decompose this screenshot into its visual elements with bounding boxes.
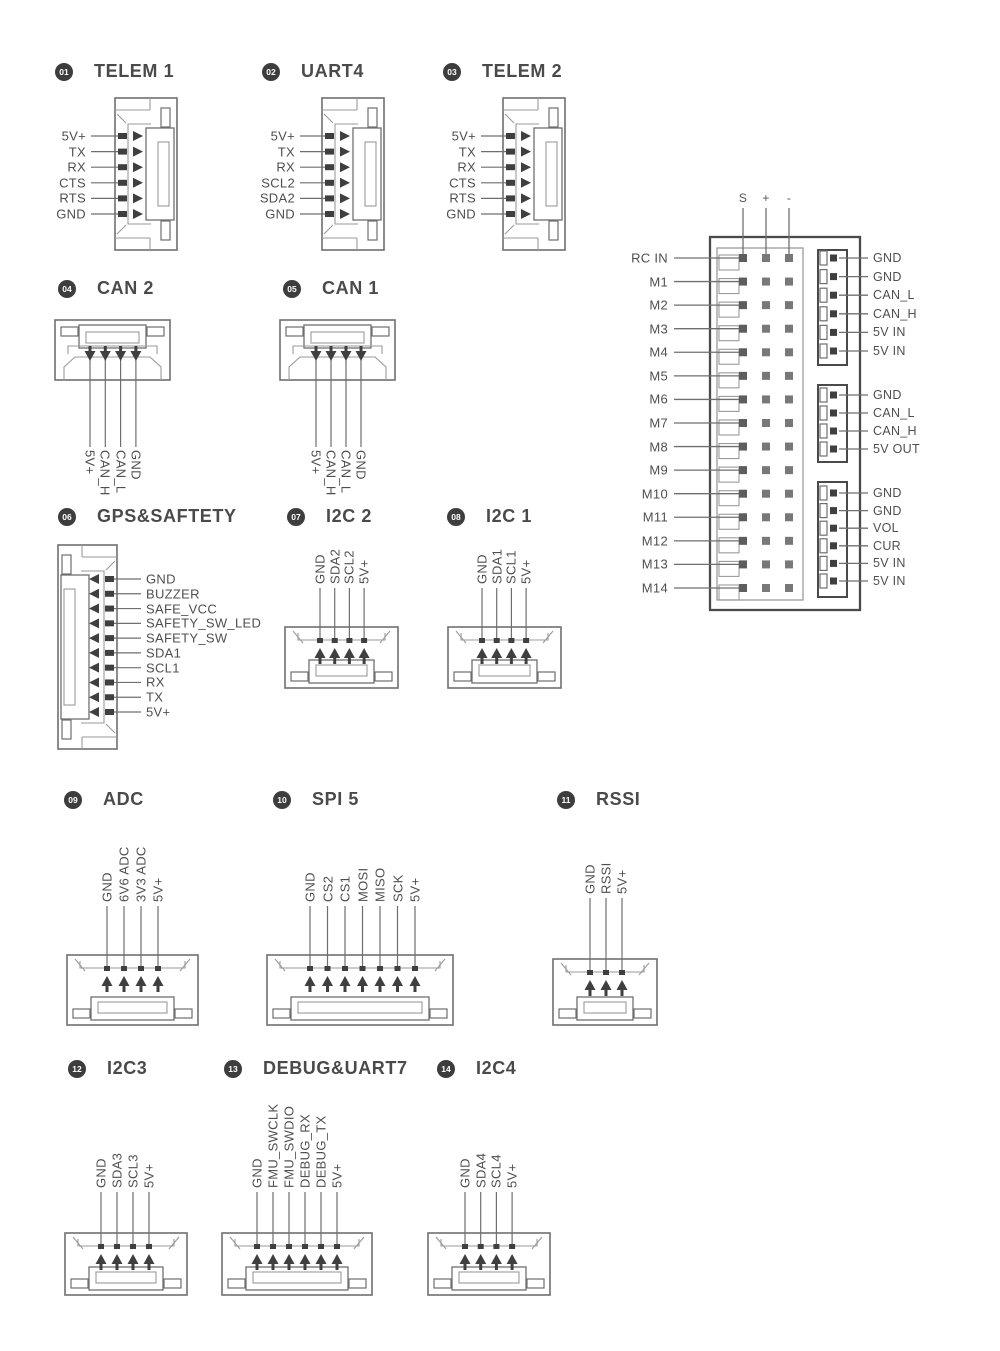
pin-label: 5V IN xyxy=(873,325,906,340)
pin-label: CTS xyxy=(59,175,86,191)
pin-label: GND xyxy=(873,503,902,518)
pin-label: 5V IN xyxy=(873,556,906,571)
pin-label: M4 xyxy=(649,344,668,360)
pin-label: RX xyxy=(457,159,476,175)
pin-label: BUZZER xyxy=(146,586,200,602)
connector-header-rssi xyxy=(557,789,640,810)
pin-label: GND xyxy=(873,387,902,402)
title-i2c2: I2C 2 xyxy=(326,506,373,526)
pin-label: MOSI xyxy=(355,867,370,902)
pin-label: SDA2 xyxy=(259,190,295,206)
pin-label: + xyxy=(762,191,770,205)
connector-header-i2c1 xyxy=(447,506,532,527)
pin-label: SDA4 xyxy=(473,1152,489,1188)
pin-label: 5V+ xyxy=(407,877,423,902)
pin-label: GND xyxy=(582,864,598,894)
pin-label: GND xyxy=(873,485,902,500)
pin-label: M9 xyxy=(649,462,668,478)
connector-header-uart4 xyxy=(262,61,364,82)
connector-header-debug xyxy=(224,1058,408,1079)
badge-11: 11 xyxy=(557,791,575,809)
pin-label: CUR xyxy=(873,538,901,553)
badge-09: 09 xyxy=(64,791,82,809)
pin-label: M7 xyxy=(649,415,668,431)
pin-label: GND xyxy=(457,1158,473,1188)
pin-label: 5V+ xyxy=(150,877,166,902)
pin-label: CAN_L xyxy=(873,287,915,302)
title-i2c3: I2C3 xyxy=(107,1058,148,1078)
pin-label: - xyxy=(786,191,792,205)
badge-08: 08 xyxy=(447,508,465,526)
pin-label: GND xyxy=(128,450,144,480)
pin-label: CAN_L xyxy=(338,450,354,494)
pin-label: M12 xyxy=(641,533,668,549)
pin-label: M3 xyxy=(649,321,668,337)
connector-header-spi5 xyxy=(273,789,359,810)
badge-03: 03 xyxy=(443,63,461,81)
pin-label: GND xyxy=(474,554,490,584)
pin-label: FMU_SWCLK xyxy=(265,1103,281,1188)
connector-header-can1 xyxy=(283,278,379,299)
pin-label: 5V+ xyxy=(504,1163,520,1188)
pin-label: TX xyxy=(458,144,476,160)
pin-label: 5V+ xyxy=(270,128,295,144)
badge-06: 06 xyxy=(58,508,76,526)
pin-label: CS1 xyxy=(337,875,353,902)
pin-label: GND xyxy=(302,872,318,902)
title-gps: GPS&SAFTETY xyxy=(97,506,237,526)
title-rssi: RSSI xyxy=(596,789,641,809)
pin-label: GND xyxy=(56,206,86,222)
pin-label: CAN_H xyxy=(323,450,339,496)
pin-label: GND xyxy=(873,250,902,265)
pin-label: TX xyxy=(68,144,86,160)
pin-label: TX xyxy=(146,689,164,705)
pin-label: 5V+ xyxy=(308,450,324,475)
badge-04: 04 xyxy=(58,280,76,298)
pin-label: M11 xyxy=(642,509,668,525)
pin-label: 5V IN xyxy=(873,343,906,358)
pin-label: GND xyxy=(873,269,902,284)
pin-label: SDA1 xyxy=(146,645,182,661)
pin-label: SCL2 xyxy=(341,550,357,584)
title-can2: CAN 2 xyxy=(97,278,155,298)
pin-label: TX xyxy=(277,144,295,160)
pin-label: SDA1 xyxy=(489,548,505,584)
pin-label: RTS xyxy=(59,190,86,206)
badge-12: 12 xyxy=(68,1060,86,1078)
pin-label: MISO xyxy=(372,867,388,902)
pin-label: 6V6 ADC xyxy=(116,846,132,902)
title-telem1: TELEM 1 xyxy=(94,61,175,81)
pin-label: M8 xyxy=(649,439,668,455)
pin-label: RSSI xyxy=(598,862,614,894)
connector-header-can2 xyxy=(58,278,154,299)
pin-label: DEBUG_RX xyxy=(297,1114,313,1188)
badge-14: 14 xyxy=(437,1060,455,1078)
pin-label: RX xyxy=(146,674,165,690)
title-telem2: TELEM 2 xyxy=(482,61,563,81)
pin-label: 5V+ xyxy=(82,450,98,475)
pin-label: M2 xyxy=(649,297,668,313)
connector-header-gps xyxy=(58,506,237,527)
pin-label: 5V+ xyxy=(329,1163,345,1188)
pin-label: SDA3 xyxy=(109,1152,125,1188)
pin-label: 5V OUT xyxy=(873,441,920,456)
pin-label: RX xyxy=(67,159,86,175)
pin-label: 3V3 ADC xyxy=(133,846,149,902)
pin-label: 5V+ xyxy=(146,704,171,720)
connector-header-telem2 xyxy=(443,61,562,82)
pin-label: CAN_L xyxy=(873,405,915,420)
badge-02: 02 xyxy=(262,63,280,81)
pin-label: 5V+ xyxy=(518,559,534,584)
title-i2c4: I2C4 xyxy=(476,1058,517,1078)
pin-label: DEBUG_TX xyxy=(313,1115,329,1188)
pin-label: CAN_H xyxy=(873,306,917,321)
title-i2c1: I2C 1 xyxy=(486,506,533,526)
pin-label: SCL3 xyxy=(125,1154,141,1188)
connector-header-i2c2 xyxy=(287,506,372,527)
pin-label: GND xyxy=(99,872,115,902)
badge-10: 10 xyxy=(273,791,291,809)
pin-label: M14 xyxy=(641,580,668,596)
title-uart4: UART4 xyxy=(301,61,365,81)
pin-label: GND xyxy=(265,206,295,222)
pin-label: GND xyxy=(146,571,176,587)
pin-label: GND xyxy=(353,450,369,480)
pin-label: M13 xyxy=(641,556,668,572)
title-adc: ADC xyxy=(103,789,144,809)
pin-label: GND xyxy=(446,206,476,222)
badge-13: 13 xyxy=(224,1060,242,1078)
pin-label: SAFETY_SW_LED xyxy=(146,615,262,631)
pin-label: FMU_SWDIO xyxy=(281,1105,297,1188)
badge-07: 07 xyxy=(287,508,305,526)
pin-label: CTS xyxy=(449,175,476,191)
pin-label: SAFE_VCC xyxy=(146,601,218,617)
pin-label: 5V IN xyxy=(873,573,906,588)
pin-label: RX xyxy=(276,159,295,175)
pin-label: M6 xyxy=(649,391,668,407)
title-debug: DEBUG&UART7 xyxy=(263,1058,408,1078)
pin-label: RTS xyxy=(449,190,476,206)
pin-label: GND xyxy=(93,1158,109,1188)
pin-label: S xyxy=(738,191,748,205)
connector-header-i2c3 xyxy=(68,1058,147,1079)
pin-label: SCL1 xyxy=(146,660,180,676)
title-spi5: SPI 5 xyxy=(312,789,360,809)
pin-label: CAN_L xyxy=(113,450,129,494)
pin-label: SCK xyxy=(390,874,405,902)
pin-label: GND xyxy=(249,1158,265,1188)
pin-label: 5V+ xyxy=(356,559,372,584)
pin-label: 5V+ xyxy=(614,869,630,894)
title-can1: CAN 1 xyxy=(322,278,380,298)
connector-header-adc xyxy=(64,789,144,810)
pin-label: GND xyxy=(312,554,328,584)
pin-label: SCL2 xyxy=(261,175,295,191)
pin-label: SAFETY_SW xyxy=(146,630,228,646)
pin-label: M10 xyxy=(641,486,668,502)
pin-label: 5V+ xyxy=(61,128,86,144)
pin-label: CAN_H xyxy=(97,450,113,496)
pin-label: 5V+ xyxy=(451,128,476,144)
badge-05: 05 xyxy=(283,280,301,298)
pin-label: RC IN xyxy=(631,250,668,266)
pin-label: SCL4 xyxy=(488,1154,504,1188)
pin-label: VOL xyxy=(873,520,899,535)
pin-label: SCL1 xyxy=(503,550,519,584)
pin-label: CAN_H xyxy=(873,423,917,438)
pin-label: 5V+ xyxy=(141,1163,157,1188)
connector-header-telem1 xyxy=(55,61,174,82)
pin-label: SDA2 xyxy=(327,548,343,584)
pin-label: M1 xyxy=(649,274,668,290)
connector-header-i2c4 xyxy=(437,1058,516,1079)
pin-label: M5 xyxy=(649,368,668,384)
pin-label: CS2 xyxy=(320,875,335,902)
badge-01: 01 xyxy=(55,63,73,81)
